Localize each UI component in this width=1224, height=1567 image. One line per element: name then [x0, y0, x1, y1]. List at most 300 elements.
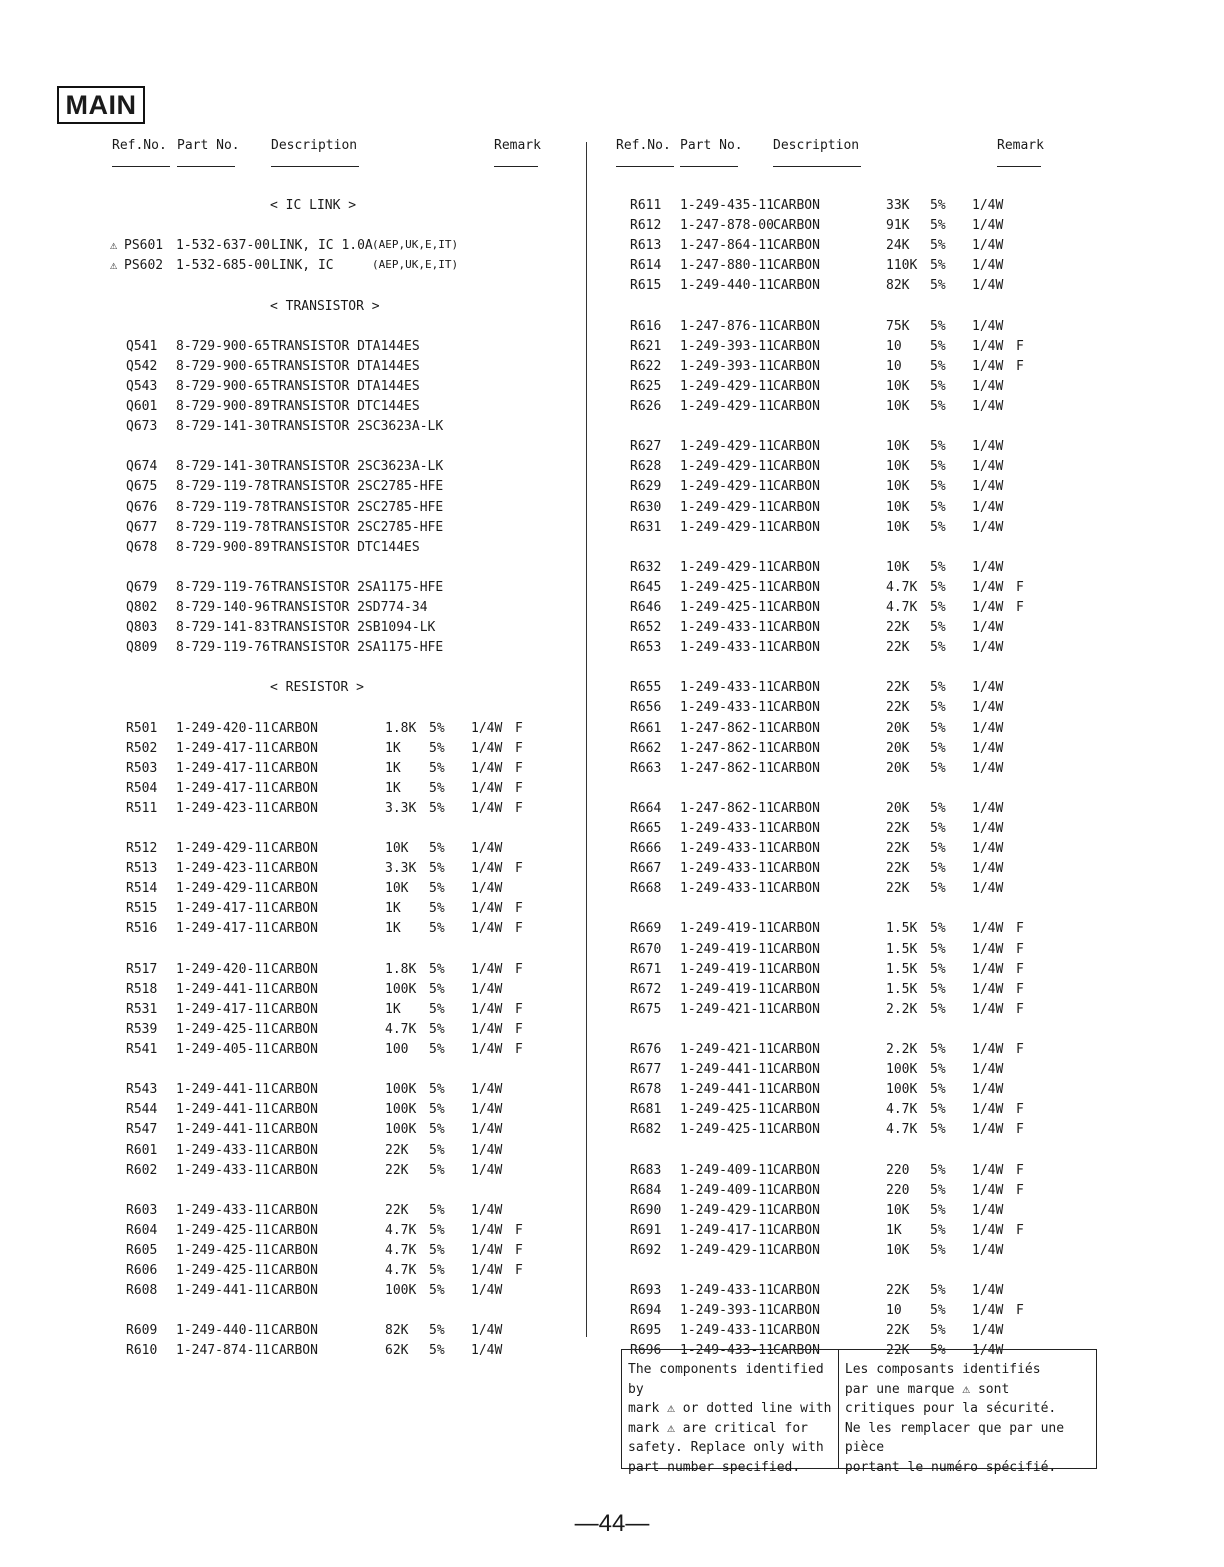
description: CARBON — [773, 459, 820, 475]
ref-no: R604 — [126, 1222, 158, 1238]
description: CARBON — [773, 640, 820, 656]
resistance: 22K — [886, 821, 910, 836]
resistance: 4.7K — [886, 1102, 918, 1118]
wattage: 1/4W — [972, 961, 1004, 977]
right-parts-list — [612, 178, 1052, 1364]
wattage: 1/4W — [972, 258, 1004, 274]
part-no: 1-247-862-11 — [680, 740, 774, 756]
wattage: 1/4W — [471, 760, 503, 776]
part-no: 1-249-417-11 — [176, 760, 270, 776]
tolerance: 5% — [930, 238, 946, 254]
tolerance: 5% — [930, 700, 946, 716]
ref-no: R502 — [126, 740, 158, 756]
description: TRANSISTOR DTC144ES — [271, 539, 420, 555]
parts-row — [612, 1323, 1052, 1343]
resistance: 1.5K — [886, 921, 918, 937]
ref-no: R611 — [630, 198, 662, 214]
wattage: 1/4W — [471, 981, 503, 997]
ref-no: R628 — [630, 459, 662, 475]
wattage: 1/4W — [972, 1242, 1004, 1258]
description: CARBON — [773, 700, 820, 716]
ref-no: R511 — [126, 800, 158, 816]
description: CARBON — [773, 981, 820, 997]
ref-no: R672 — [630, 981, 662, 997]
wattage: 1/4W — [471, 1122, 503, 1138]
resistance: 22K — [886, 1283, 910, 1299]
wattage: 1/4W — [972, 358, 1004, 374]
parts-row — [108, 881, 548, 901]
ref-no: PS601 — [124, 238, 164, 254]
resistance: 100K — [886, 1062, 918, 1078]
description: CARBON — [773, 1283, 820, 1299]
description: TRANSISTOR 2SC2785-HFE — [271, 519, 444, 535]
ref-no: R601 — [126, 1142, 158, 1158]
description: CARBON — [773, 218, 820, 234]
ref-no: R513 — [126, 861, 158, 877]
spacer — [612, 901, 1052, 921]
ref-no: R543 — [126, 1082, 158, 1098]
description: CARBON — [773, 399, 820, 415]
ref-no: PS602 — [124, 258, 164, 274]
resistance: 3.3K — [385, 800, 417, 816]
ref-no: R629 — [630, 479, 662, 495]
parts-row — [612, 399, 1052, 419]
parts-row — [612, 319, 1052, 339]
resistance: 91K — [886, 218, 910, 234]
wattage: 1/4W — [471, 780, 503, 796]
wattage: 1/4W — [471, 1202, 503, 1218]
ref-no: R667 — [630, 861, 662, 877]
parts-row — [108, 761, 548, 781]
parts-row — [612, 278, 1052, 298]
ref-no: Q541 — [126, 338, 158, 354]
spacer — [108, 821, 548, 841]
part-no: 1-249-417-11 — [176, 1001, 270, 1017]
description: CARBON — [773, 921, 820, 937]
part-no: 1-249-417-11 — [176, 901, 270, 917]
resistance: 4.7K — [886, 599, 918, 615]
tolerance: 5% — [429, 1082, 445, 1098]
remark: (AEP,UK,E,IT) — [372, 238, 459, 252]
section-heading-label: < IC LINK > — [270, 198, 357, 214]
parts-row — [108, 500, 548, 520]
description: CARBON — [271, 861, 318, 877]
part-no: 1-249-433-11 — [680, 620, 774, 636]
parts-row — [108, 1283, 548, 1303]
tolerance: 5% — [429, 1202, 445, 1218]
resistance: 20K — [886, 800, 910, 816]
part-no: 1-249-419-11 — [680, 981, 774, 997]
description: CARBON — [271, 1242, 318, 1258]
ref-no: R539 — [126, 1021, 158, 1037]
description: CARBON — [271, 1202, 318, 1218]
tolerance: 5% — [930, 1122, 946, 1138]
ref-no: R503 — [126, 760, 158, 776]
part-no: 8-729-900-65 — [176, 378, 270, 394]
tolerance: 5% — [429, 760, 445, 776]
parts-row — [108, 921, 548, 941]
wattage: 1/4W — [972, 599, 1004, 615]
spacer — [108, 278, 548, 298]
wattage: 1/4W — [972, 579, 1004, 595]
ref-no: R676 — [630, 1042, 662, 1058]
parts-row — [612, 359, 1052, 379]
ref-no: R603 — [126, 1202, 158, 1218]
part-no: 1-249-425-11 — [176, 1021, 270, 1037]
parts-row — [612, 218, 1052, 238]
description: CARBON — [271, 881, 318, 897]
parts-row — [108, 520, 548, 540]
remark: F — [1016, 1001, 1024, 1017]
page-number: —44— — [574, 1510, 650, 1537]
part-no: 1-249-433-11 — [680, 1283, 774, 1299]
spacer — [108, 660, 548, 680]
wattage: 1/4W — [972, 720, 1004, 736]
description: TRANSISTOR 2SC2785-HFE — [271, 499, 444, 515]
parts-row — [612, 861, 1052, 881]
ref-no: R663 — [630, 760, 662, 776]
parts-row — [108, 379, 548, 399]
description: CARBON — [773, 1102, 820, 1118]
parts-row — [612, 680, 1052, 700]
part-no: 1-249-440-11 — [176, 1323, 270, 1339]
parts-row — [612, 238, 1052, 258]
parts-row — [612, 1243, 1052, 1263]
parts-row — [612, 1163, 1052, 1183]
ref-no: R630 — [630, 499, 662, 515]
resistance: 1K — [385, 1001, 401, 1017]
remark: F — [515, 1263, 523, 1279]
parts-row — [108, 1042, 548, 1062]
resistance: 1K — [385, 780, 401, 796]
description: CARBON — [773, 579, 820, 595]
ref-no: R602 — [126, 1162, 158, 1178]
resistance: 10K — [886, 439, 910, 455]
remark: F — [1016, 1122, 1024, 1138]
parts-row — [612, 1082, 1052, 1102]
parts-row — [108, 1082, 548, 1102]
remark: F — [1016, 1222, 1024, 1238]
parts-row — [612, 439, 1052, 459]
wattage: 1/4W — [972, 981, 1004, 997]
part-no: 8-729-900-65 — [176, 358, 270, 374]
tolerance: 5% — [930, 579, 946, 595]
description: TRANSISTOR 2SC2785-HFE — [271, 479, 444, 495]
parts-row — [612, 459, 1052, 479]
parts-row — [108, 1323, 548, 1343]
description: CARBON — [773, 1202, 820, 1218]
parts-row — [612, 1102, 1052, 1122]
safety-notice-english: The components identified by mark ⚠ or dotted line with mark ⚠ are critical for safety. Replace only with part number specified. — [622, 1350, 839, 1468]
part-no: 1-249-423-11 — [176, 861, 270, 877]
resistance: 1K — [385, 921, 401, 937]
tolerance: 5% — [429, 1222, 445, 1238]
ref-no: R608 — [126, 1283, 158, 1299]
wattage: 1/4W — [972, 318, 1004, 334]
wattage: 1/4W — [471, 1242, 503, 1258]
parts-row — [108, 741, 548, 761]
description: CARBON — [271, 961, 318, 977]
description: CARBON — [773, 941, 820, 957]
parts-row — [108, 339, 548, 359]
warning-icon: ⚠ — [110, 258, 118, 273]
ref-no: R678 — [630, 1082, 662, 1098]
resistance: 20K — [886, 760, 910, 776]
resistance: 1K — [886, 1222, 902, 1238]
description: TRANSISTOR DTA144ES — [271, 338, 420, 354]
part-no: 8-729-119-76 — [176, 579, 270, 595]
part-no: 1-247-876-11 — [680, 318, 774, 334]
ref-no: Q542 — [126, 358, 158, 374]
resistance: 10 — [886, 358, 902, 374]
description: CARBON — [773, 961, 820, 977]
part-no: 1-249-419-11 — [680, 921, 774, 937]
remark: (AEP,UK,E,IT) — [372, 258, 459, 272]
wattage: 1/4W — [972, 1042, 1004, 1058]
wattage: 1/4W — [972, 559, 1004, 575]
part-no: 1-249-417-11 — [680, 1222, 774, 1238]
resistance: 22K — [886, 640, 910, 656]
ref-no: R626 — [630, 399, 662, 415]
part-no: 8-729-119-78 — [176, 499, 270, 515]
description: CARBON — [271, 1042, 318, 1058]
part-no: 1-249-419-11 — [680, 961, 774, 977]
wattage: 1/4W — [972, 378, 1004, 394]
tolerance: 5% — [930, 981, 946, 997]
description: CARBON — [271, 1323, 318, 1339]
ref-no: R541 — [126, 1042, 158, 1058]
resistance: 1.8K — [385, 961, 417, 977]
header-description: Description — [271, 138, 358, 153]
spacer — [612, 660, 1052, 680]
description: CARBON — [773, 559, 820, 575]
resistance: 22K — [886, 881, 910, 897]
spacer — [612, 178, 1052, 198]
remark: F — [1016, 1162, 1024, 1178]
part-no: 1-249-433-11 — [680, 1323, 774, 1339]
spacer — [108, 1062, 548, 1082]
part-no: 8-729-900-89 — [176, 539, 270, 555]
part-no: 8-729-900-89 — [176, 399, 270, 415]
description: CARBON — [271, 1142, 318, 1158]
part-no: 1-249-433-11 — [680, 881, 774, 897]
remark: F — [1016, 1042, 1024, 1058]
resistance: 10K — [886, 459, 910, 475]
wattage: 1/4W — [972, 1343, 1004, 1359]
part-no: 1-249-425-11 — [176, 1263, 270, 1279]
spacer — [108, 700, 548, 720]
section-heading — [108, 299, 548, 319]
ref-no: R625 — [630, 378, 662, 394]
parts-row — [612, 700, 1052, 720]
tolerance: 5% — [930, 800, 946, 816]
ref-no: R609 — [126, 1323, 158, 1339]
remark: F — [515, 740, 523, 756]
parts-row — [108, 1243, 548, 1263]
tolerance: 5% — [930, 1062, 946, 1078]
part-no: 1-249-435-11 — [680, 198, 774, 214]
remark: F — [1016, 1182, 1024, 1198]
description: CARBON — [773, 258, 820, 274]
ref-no: R614 — [630, 258, 662, 274]
wattage: 1/4W — [972, 1283, 1004, 1299]
remark: F — [515, 800, 523, 816]
part-no: 1-532-637-00 — [176, 238, 270, 254]
parts-row — [108, 359, 548, 379]
wattage: 1/4W — [471, 740, 503, 756]
ref-no: R652 — [630, 620, 662, 636]
part-no: 8-729-119-76 — [176, 640, 270, 656]
tolerance: 5% — [930, 519, 946, 535]
parts-row — [108, 1122, 548, 1142]
tolerance: 5% — [930, 821, 946, 836]
wattage: 1/4W — [972, 1082, 1004, 1098]
ref-no: R606 — [126, 1263, 158, 1279]
resistance: 75K — [886, 318, 910, 334]
tolerance: 5% — [930, 479, 946, 495]
resistance: 24K — [886, 238, 910, 254]
parts-row — [612, 942, 1052, 962]
part-no: 8-729-141-30 — [176, 419, 270, 435]
ref-no: R683 — [630, 1162, 662, 1178]
ref-no: Q676 — [126, 499, 158, 515]
wattage: 1/4W — [972, 198, 1004, 214]
tolerance: 5% — [930, 599, 946, 615]
ref-no: R517 — [126, 961, 158, 977]
parts-row — [108, 1343, 548, 1363]
wattage: 1/4W — [471, 1102, 503, 1118]
parts-row — [108, 1263, 548, 1283]
description: CARBON — [773, 198, 820, 214]
description: CARBON — [271, 1102, 318, 1118]
tolerance: 5% — [930, 318, 946, 334]
resistance: 220 — [886, 1162, 910, 1178]
tolerance: 5% — [429, 1283, 445, 1299]
parts-row — [108, 459, 548, 479]
part-no: 1-249-433-11 — [680, 700, 774, 716]
tolerance: 5% — [930, 1162, 946, 1178]
ref-no: Q679 — [126, 579, 158, 595]
parts-row — [612, 1062, 1052, 1082]
resistance: 22K — [385, 1162, 409, 1178]
ref-no: R516 — [126, 921, 158, 937]
part-no: 1-249-441-11 — [680, 1062, 774, 1078]
ref-no: R690 — [630, 1202, 662, 1218]
resistance: 1K — [385, 740, 401, 756]
resistance: 10K — [886, 399, 910, 415]
ref-no: R615 — [630, 278, 662, 294]
tolerance: 5% — [930, 881, 946, 897]
wattage: 1/4W — [972, 881, 1004, 897]
wattage: 1/4W — [972, 1303, 1004, 1319]
part-no: 8-729-141-83 — [176, 620, 270, 636]
part-no: 1-249-429-11 — [680, 519, 774, 535]
ref-no: R681 — [630, 1102, 662, 1118]
wattage: 1/4W — [972, 1102, 1004, 1118]
part-no: 1-249-433-11 — [176, 1162, 270, 1178]
safety-notice — [621, 1349, 1097, 1475]
parts-row — [612, 801, 1052, 821]
parts-row — [108, 1002, 548, 1022]
description: CARBON — [773, 1222, 820, 1238]
ref-no: R692 — [630, 1242, 662, 1258]
resistance: 4.7K — [385, 1021, 417, 1037]
part-no: 1-249-393-11 — [680, 358, 774, 374]
wattage: 1/4W — [471, 841, 503, 857]
description: CARBON — [271, 1162, 318, 1178]
description: CARBON — [773, 358, 820, 374]
section-heading-label: < TRANSISTOR > — [270, 298, 380, 314]
description: TRANSISTOR DTC144ES — [271, 399, 420, 415]
tolerance: 5% — [930, 358, 946, 374]
wattage: 1/4W — [972, 499, 1004, 515]
part-no: 1-249-425-11 — [176, 1242, 270, 1258]
ref-no: R612 — [630, 218, 662, 234]
tolerance: 5% — [429, 1162, 445, 1178]
description: CARBON — [773, 861, 820, 877]
description: TRANSISTOR 2SD774-34 — [271, 599, 428, 615]
parts-row — [108, 479, 548, 499]
remark: F — [1016, 1102, 1024, 1118]
part-no: 1-249-429-11 — [176, 881, 270, 897]
wattage: 1/4W — [471, 720, 503, 736]
parts-row — [612, 339, 1052, 359]
part-no: 1-249-393-11 — [680, 1303, 774, 1319]
wattage: 1/4W — [972, 680, 1004, 696]
ref-no: R696 — [630, 1343, 662, 1359]
column-divider — [586, 142, 587, 1337]
resistance: 22K — [385, 1202, 409, 1218]
part-no: 1-249-409-11 — [680, 1162, 774, 1178]
description: CARBON — [271, 1122, 318, 1138]
remark: F — [515, 901, 523, 917]
wattage: 1/4W — [471, 921, 503, 937]
tolerance: 5% — [429, 881, 445, 897]
resistance: 100K — [886, 1082, 918, 1098]
part-no: 1-249-433-11 — [680, 680, 774, 696]
ref-no: R504 — [126, 780, 158, 796]
wattage: 1/4W — [471, 861, 503, 877]
resistance: 100 — [385, 1042, 409, 1058]
spacer — [108, 1303, 548, 1323]
part-no: 1-249-425-11 — [176, 1222, 270, 1238]
tolerance: 5% — [930, 278, 946, 294]
part-no: 1-249-429-11 — [680, 479, 774, 495]
ref-no: R621 — [630, 338, 662, 354]
parts-row — [612, 741, 1052, 761]
part-no: 1-247-874-11 — [176, 1343, 270, 1359]
resistance: 1K — [385, 901, 401, 917]
tolerance: 5% — [429, 921, 445, 937]
parts-row — [612, 1042, 1052, 1062]
header-ref: Ref.No. — [616, 138, 671, 153]
description: LINK, IC — [271, 258, 334, 274]
parts-row — [612, 881, 1052, 901]
tolerance: 5% — [429, 740, 445, 756]
parts-row — [108, 1143, 548, 1163]
ref-no: Q678 — [126, 539, 158, 555]
part-no: 1-247-864-11 — [680, 238, 774, 254]
resistance: 1K — [385, 760, 401, 776]
description: CARBON — [773, 1242, 820, 1258]
part-no: 1-249-429-11 — [680, 1242, 774, 1258]
part-no: 1-249-441-11 — [176, 1102, 270, 1118]
spacer — [612, 781, 1052, 801]
remark: F — [515, 760, 523, 776]
description: CARBON — [773, 338, 820, 354]
wattage: 1/4W — [972, 439, 1004, 455]
spacer — [612, 419, 1052, 439]
